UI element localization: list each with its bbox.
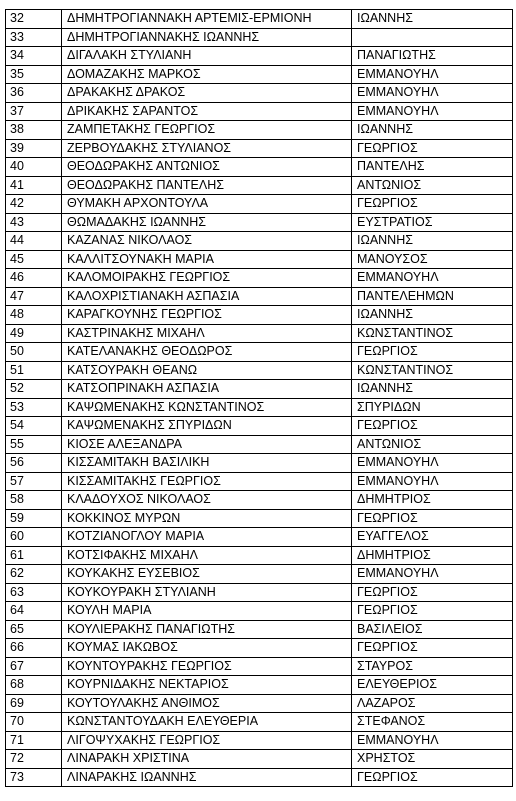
father-name-cell: ΛΑΖΑΡΟΣ [352,694,513,713]
table-row [6,731,513,750]
row-number: 56 [6,454,62,473]
full-name-cell: ΖΑΜΠΕΤΑΚΗΣ ΓΕΩΡΓΙΟΣ [62,121,352,140]
father-name-cell: ΙΩΑΝΝΗΣ [352,10,513,29]
table-row [6,398,513,417]
table-row [6,306,513,325]
full-name-cell: ΚΑΣΤΡΙΝΑΚΗΣ ΜΙΧΑΗΛ [62,324,352,343]
table-row [6,565,513,584]
full-name-cell: ΚΛΑΔΟΥΧΟΣ ΝΙΚΟΛΑΟΣ [62,491,352,510]
table-row [6,195,513,214]
table-row [6,176,513,195]
row-number: 38 [6,121,62,140]
table-row [6,250,513,269]
row-number: 45 [6,250,62,269]
row-number: 68 [6,676,62,695]
table-row [6,269,513,288]
table-row [6,213,513,232]
full-name-cell: ΚΑΖΑΝΑΣ ΝΙΚΟΛΑΟΣ [62,232,352,251]
full-name-cell: ΖΕΡΒΟΥΔΑΚΗΣ ΣΤΥΛΙΑΝΟΣ [62,139,352,158]
table-row [6,158,513,177]
father-name-cell: ΓΕΩΡΓΙΟΣ [352,195,513,214]
full-name-cell: ΛΙΓΟΨΥΧΑΚΗΣ ΓΕΩΡΓΙΟΣ [62,731,352,750]
row-number: 34 [6,47,62,66]
row-number: 63 [6,583,62,602]
father-name-cell: ΧΡΗΣΤΟΣ [352,750,513,769]
table-row [6,528,513,547]
row-number: 60 [6,528,62,547]
row-number: 33 [6,28,62,47]
row-number: 70 [6,713,62,732]
table-row [6,546,513,565]
table-row [6,102,513,121]
father-name-cell: ΕΥΣΤΡΑΤΙΟΣ [352,213,513,232]
row-number: 54 [6,417,62,436]
table-row [6,583,513,602]
full-name-cell: ΔΡΙΚΑΚΗΣ ΣΑΡΑΝΤΟΣ [62,102,352,121]
father-name-cell: ΕΜΜΑΝΟΥΗΛ [352,84,513,103]
full-name-cell: ΚΟΥΚΑΚΗΣ ΕΥΣΕΒΙΟΣ [62,565,352,584]
father-name-cell: ΚΩΝΣΤΑΝΤΙΝΟΣ [352,324,513,343]
row-number: 36 [6,84,62,103]
full-name-cell: ΚΙΣΣΑΜΙΤΑΚΗΣ ΓΕΩΡΓΙΟΣ [62,472,352,491]
full-name-cell: ΚΟΤΖΙΑΝΟΓΛΟΥ ΜΑΡΙΑ [62,528,352,547]
table-row [6,768,513,787]
father-name-cell: ΚΩΝΣΤΑΝΤΙΝΟΣ [352,361,513,380]
full-name-cell: ΚΑΛΟΧΡΙΣΤΙΑΝΑΚΗ ΑΣΠΑΣΙΑ [62,287,352,306]
table-row [6,121,513,140]
row-number: 72 [6,750,62,769]
table-row [6,750,513,769]
row-number: 61 [6,546,62,565]
father-name-cell: ΕΜΜΑΝΟΥΗΛ [352,565,513,584]
full-name-cell: ΚΙΣΣΑΜΙΤΑΚΗ ΒΑΣΙΛΙΚΗ [62,454,352,473]
father-name-cell: ΓΕΩΡΓΙΟΣ [352,602,513,621]
father-name-cell [352,28,513,47]
father-name-cell: ΓΕΩΡΓΙΟΣ [352,768,513,787]
table-row [6,287,513,306]
full-name-cell: ΚΑΛΛΙΤΣΟΥΝΑΚΗ ΜΑΡΙΑ [62,250,352,269]
full-name-cell: ΛΙΝΑΡΑΚΗΣ ΙΩΑΝΝΗΣ [62,768,352,787]
father-name-cell: ΓΕΩΡΓΙΟΣ [352,639,513,658]
row-number: 48 [6,306,62,325]
table-row [6,602,513,621]
table-row [6,657,513,676]
row-number: 43 [6,213,62,232]
father-name-cell: ΕΜΜΑΝΟΥΗΛ [352,454,513,473]
full-name-cell: ΚΑΡΑΓΚΟΥΝΗΣ ΓΕΩΡΓΙΟΣ [62,306,352,325]
full-name-cell: ΘΩΜΑΔΑΚΗΣ ΙΩΑΝΝΗΣ [62,213,352,232]
full-name-cell: ΔΗΜΗΤΡΟΓΙΑΝΝΑΚΗ ΑΡΤΕΜΙΣ-ΕΡΜΙΟΝΗ [62,10,352,29]
table-row [6,361,513,380]
row-number: 32 [6,10,62,29]
table-row [6,676,513,695]
table-row [6,417,513,436]
row-number: 73 [6,768,62,787]
row-number: 49 [6,324,62,343]
row-number: 50 [6,343,62,362]
full-name-cell: ΚΟΥΤΟΥΛΑΚΗΣ ΑΝΘΙΜΟΣ [62,694,352,713]
father-name-cell: ΓΕΩΡΓΙΟΣ [352,139,513,158]
row-number: 46 [6,269,62,288]
row-number: 41 [6,176,62,195]
father-name-cell: ΙΩΑΝΝΗΣ [352,380,513,399]
row-number: 59 [6,509,62,528]
full-name-cell: ΔΟΜΑΖΑΚΗΣ ΜΑΡΚΟΣ [62,65,352,84]
row-number: 44 [6,232,62,251]
table-row [6,620,513,639]
row-number: 42 [6,195,62,214]
row-number: 66 [6,639,62,658]
row-number: 62 [6,565,62,584]
father-name-cell: ΔΗΜΗΤΡΙΟΣ [352,546,513,565]
row-number: 35 [6,65,62,84]
full-name-cell: ΚΟΥΜΑΣ ΙΑΚΩΒΟΣ [62,639,352,658]
row-number: 71 [6,731,62,750]
father-name-cell: ΠΑΝΑΓΙΩΤΗΣ [352,47,513,66]
father-name-cell: ΜΑΝΟΥΣΟΣ [352,250,513,269]
row-number: 52 [6,380,62,399]
full-name-cell: ΘΥΜΑΚΗ ΑΡΧΟΝΤΟΥΛΑ [62,195,352,214]
table-row [6,454,513,473]
row-number: 67 [6,657,62,676]
table-row [6,47,513,66]
table-row [6,694,513,713]
full-name-cell: ΔΡΑΚΑΚΗΣ ΔΡΑΚΟΣ [62,84,352,103]
full-name-cell: ΚΟΚΚΙΝΟΣ ΜΥΡΩΝ [62,509,352,528]
father-name-cell: ΕΥΑΓΓΕΛΟΣ [352,528,513,547]
father-name-cell: ΕΜΜΑΝΟΥΗΛ [352,65,513,84]
row-number: 64 [6,602,62,621]
roster-table [5,9,513,787]
row-number: 37 [6,102,62,121]
full-name-cell: ΚΑΛΟΜΟΙΡΑΚΗΣ ΓΕΩΡΓΙΟΣ [62,269,352,288]
full-name-cell: ΛΙΝΑΡΑΚΗ ΧΡΙΣΤΙΝΑ [62,750,352,769]
father-name-cell: ΣΤΕΦΑΝΟΣ [352,713,513,732]
full-name-cell: ΚΩΝΣΤΑΝΤΟΥΔΑΚΗ ΕΛΕΥΘΕΡΙΑ [62,713,352,732]
table-row [6,472,513,491]
father-name-cell: ΒΑΣΙΛΕΙΟΣ [352,620,513,639]
table-row [6,343,513,362]
table-row [6,84,513,103]
father-name-cell: ΣΤΑΥΡΟΣ [352,657,513,676]
row-number: 58 [6,491,62,510]
roster-body [6,10,513,787]
table-row [6,380,513,399]
father-name-cell: ΙΩΑΝΝΗΣ [352,232,513,251]
table-row [6,139,513,158]
row-number: 53 [6,398,62,417]
father-name-cell: ΓΕΩΡΓΙΟΣ [352,583,513,602]
father-name-cell: ΓΕΩΡΓΙΟΣ [352,417,513,436]
father-name-cell: ΣΠΥΡΙΔΩΝ [352,398,513,417]
father-name-cell: ΙΩΑΝΝΗΣ [352,306,513,325]
father-name-cell: ΕΜΜΑΝΟΥΗΛ [352,472,513,491]
row-number: 55 [6,435,62,454]
full-name-cell: ΔΙΓΑΛΑΚΗ ΣΤΥΛΙΑΝΗ [62,47,352,66]
full-name-cell: ΘΕΟΔΩΡΑΚΗΣ ΠΑΝΤΕΛΗΣ [62,176,352,195]
full-name-cell: ΚΙΟΣΕ ΑΛΕΞΑΝΔΡΑ [62,435,352,454]
full-name-cell: ΚΑΤΣΟΠΡΙΝΑΚΗ ΑΣΠΑΣΙΑ [62,380,352,399]
table-row [6,232,513,251]
father-name-cell: ΠΑΝΤΕΛΕΗΜΩΝ [352,287,513,306]
table-row [6,639,513,658]
table-row [6,65,513,84]
father-name-cell: ΕΜΜΑΝΟΥΗΛ [352,731,513,750]
father-name-cell: ΑΝΤΩΝΙΟΣ [352,176,513,195]
row-number: 51 [6,361,62,380]
father-name-cell: ΕΛΕΥΘΕΡΙΟΣ [352,676,513,695]
table-row [6,713,513,732]
full-name-cell: ΚΟΥΛΗ ΜΑΡΙΑ [62,602,352,621]
full-name-cell: ΚΑΨΩΜΕΝΑΚΗΣ ΚΩΝΣΤΑΝΤΙΝΟΣ [62,398,352,417]
father-name-cell: ΕΜΜΑΝΟΥΗΛ [352,102,513,121]
row-number: 57 [6,472,62,491]
full-name-cell: ΚΟΥΡΝΙΔΑΚΗΣ ΝΕΚΤΑΡΙΟΣ [62,676,352,695]
table-row [6,10,513,29]
row-number: 47 [6,287,62,306]
father-name-cell: ΓΕΩΡΓΙΟΣ [352,343,513,362]
full-name-cell: ΚΟΤΣΙΦΑΚΗΣ ΜΙΧΑΗΛ [62,546,352,565]
row-number: 40 [6,158,62,177]
father-name-cell: ΑΝΤΩΝΙΟΣ [352,435,513,454]
row-number: 69 [6,694,62,713]
table-row [6,28,513,47]
full-name-cell: ΚΑΨΩΜΕΝΑΚΗΣ ΣΠΥΡΙΔΩΝ [62,417,352,436]
full-name-cell: ΚΟΥΝΤΟΥΡΑΚΗΣ ΓΕΩΡΓΙΟΣ [62,657,352,676]
full-name-cell: ΔΗΜΗΤΡΟΓΙΑΝΝΑΚΗΣ ΙΩΑΝΝΗΣ [62,28,352,47]
father-name-cell: ΓΕΩΡΓΙΟΣ [352,509,513,528]
row-number: 39 [6,139,62,158]
full-name-cell: ΚΑΤΣΟΥΡΑΚΗ ΘΕΑΝΩ [62,361,352,380]
father-name-cell: ΙΩΑΝΝΗΣ [352,121,513,140]
father-name-cell: ΕΜΜΑΝΟΥΗΛ [352,269,513,288]
full-name-cell: ΚΑΤΕΛΑΝΑΚΗΣ ΘΕΟΔΩΡΟΣ [62,343,352,362]
full-name-cell: ΚΟΥΚΟΥΡΑΚΗ ΣΤΥΛΙΑΝΗ [62,583,352,602]
father-name-cell: ΔΗΜΗΤΡΙΟΣ [352,491,513,510]
father-name-cell: ΠΑΝΤΕΛΗΣ [352,158,513,177]
row-number: 65 [6,620,62,639]
table-row [6,435,513,454]
full-name-cell: ΘΕΟΔΩΡΑΚΗΣ ΑΝΤΩΝΙΟΣ [62,158,352,177]
full-name-cell: ΚΟΥΛΙΕΡΑΚΗΣ ΠΑΝΑΓΙΩΤΗΣ [62,620,352,639]
table-row [6,491,513,510]
table-row [6,509,513,528]
table-row [6,324,513,343]
